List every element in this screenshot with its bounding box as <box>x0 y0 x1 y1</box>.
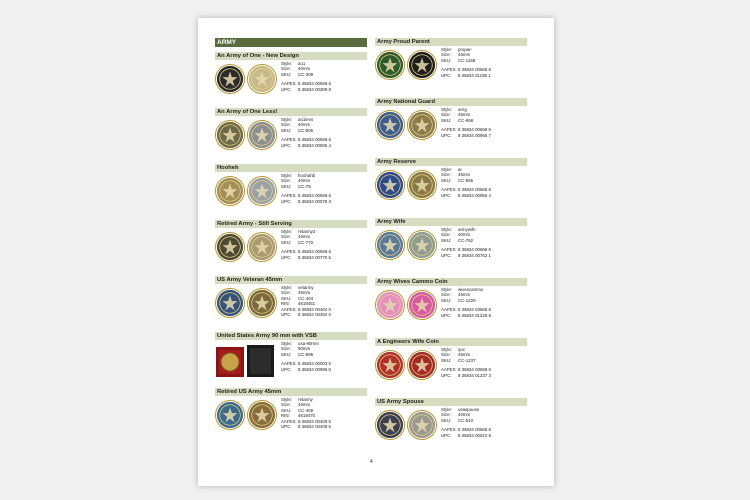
size-label: Size: <box>281 122 291 128</box>
size-label: Size: <box>281 402 291 408</box>
product-specs <box>281 285 331 317</box>
product-specs <box>441 407 491 438</box>
upc-label: UPC: <box>441 312 452 318</box>
coin-front-image <box>375 110 405 140</box>
product-title: Army Reserve <box>375 158 527 166</box>
aafes-value: 8 36834 00668 6 <box>458 67 491 73</box>
product-title: Retired Army - Still Serving <box>215 220 367 228</box>
product-entry <box>375 218 527 268</box>
rin-value: 4619470 <box>298 413 316 419</box>
aafes-value: 8 36834 00668 6 <box>458 127 491 133</box>
sku-label: SKU: <box>441 237 452 243</box>
upc-value: 8 36834 00955 7 <box>458 132 491 138</box>
sku-value: CC-505 <box>298 127 314 133</box>
product-specs <box>441 227 491 258</box>
sku-label: SKU: <box>281 183 292 189</box>
coin-front-image <box>215 120 245 150</box>
aafes-value: 8 36834 00668 6 <box>298 193 331 199</box>
product-entry <box>375 398 527 448</box>
upc-value: 8 36834 00309 8 <box>298 86 331 92</box>
coin-front-image <box>375 290 405 320</box>
sku-value: CC-956 <box>458 177 474 183</box>
upc-value: 8 36834 00505 4 <box>298 142 331 148</box>
upc-label: UPC: <box>281 424 292 430</box>
style-value: qoc <box>458 347 466 352</box>
upc-label: UPC: <box>441 252 452 258</box>
sku-value: CC-78 <box>298 183 311 189</box>
style-label: Style: <box>441 347 452 352</box>
product-title: Army National Guard <box>375 98 527 106</box>
style-value: armywife <box>458 227 476 232</box>
aafes-value: 8 36834 00668 6 <box>298 249 331 255</box>
size-label: Size: <box>441 232 451 238</box>
sku-value: CC-510 <box>458 417 474 423</box>
style-value: retarmy2 <box>298 229 316 234</box>
size-value: 45mm <box>298 290 311 296</box>
product-title: US Army Veteran 45mm <box>215 276 367 284</box>
size-label: Size: <box>441 352 451 358</box>
product-entry <box>375 158 527 208</box>
style-value: ao1 <box>298 61 306 66</box>
style-value: usaspouse <box>458 407 480 412</box>
size-label: Size: <box>441 52 451 58</box>
aafes-label: AAFES: <box>441 187 457 193</box>
upc-label: UPC: <box>281 198 292 204</box>
aafes-label: AAFES: <box>281 306 297 312</box>
size-value: 40mm <box>298 122 311 128</box>
sku-label: SKU: <box>281 71 292 77</box>
upc-value: 8 36834 00078 3 <box>298 198 331 204</box>
product-entry <box>215 164 367 214</box>
size-label: Size: <box>281 234 291 240</box>
size-value: 40mm <box>298 66 311 72</box>
sku-label: SKU: <box>441 297 452 303</box>
style-value: usa-90mm <box>298 341 319 346</box>
rin-label: RIN: <box>281 301 290 307</box>
product-entry <box>375 38 527 88</box>
product-specs <box>441 167 491 198</box>
product-specs <box>281 229 331 260</box>
sku-value: CC-762 <box>458 237 474 243</box>
aafes-value: 8 36834 00409 5 <box>298 418 331 424</box>
coin-back-image <box>407 350 437 380</box>
coin-case-image <box>215 343 275 379</box>
size-label: Size: <box>281 66 291 72</box>
coin-back-image <box>247 232 277 262</box>
left-column <box>215 38 370 430</box>
size-label: Size: <box>281 346 291 352</box>
size-value: 40mm <box>458 232 471 238</box>
size-label: Size: <box>441 292 451 298</box>
upc-label: UPC: <box>281 366 292 372</box>
sku-label: SKU: <box>281 239 292 245</box>
sku-label: SKU: <box>441 177 452 183</box>
aafes-label: AAFES: <box>281 193 297 199</box>
sku-label: SKU: <box>281 407 292 413</box>
sku-value: CC-309 <box>298 71 314 77</box>
coin-back-image <box>247 120 277 150</box>
size-value: 45mm <box>298 234 311 240</box>
product-entry <box>215 276 367 326</box>
aafes-label: AAFES: <box>441 247 457 253</box>
rin-value: 4619451 <box>298 301 316 307</box>
style-label: Style: <box>441 107 452 112</box>
style-label: Style: <box>281 397 292 402</box>
aafes-value: 8 36834 00668 6 <box>298 81 331 87</box>
product-title: An Army of One - New Design <box>215 52 367 60</box>
rin-label: RIN: <box>281 413 290 419</box>
upc-label: UPC: <box>281 142 292 148</box>
coin-front-image <box>215 400 245 430</box>
sku-value: CC-770 <box>298 239 314 245</box>
upc-label: UPC: <box>441 192 452 198</box>
product-entry <box>215 108 367 158</box>
coin-back-image <box>247 64 277 94</box>
style-value: ar <box>458 167 462 172</box>
aafes-value: 8 36834 03668 6 <box>458 367 491 373</box>
upc-value: 8 36834 01229 8 <box>458 312 491 318</box>
style-value: propar- <box>458 47 473 52</box>
aafes-label: AAFES: <box>281 249 297 255</box>
coin-back-image <box>407 110 437 140</box>
aafes-label: AAFES: <box>441 367 457 373</box>
product-specs <box>441 287 491 318</box>
sku-value: CC-996 <box>298 351 314 357</box>
coin-back-image <box>247 288 277 318</box>
coin-back-image <box>407 290 437 320</box>
product-title: Hooheh <box>215 164 367 172</box>
upc-value: 8 36834 01158 1 <box>458 72 491 78</box>
coin-back-image <box>407 410 437 440</box>
product-entry <box>215 388 367 438</box>
sku-value: CC-958 <box>458 117 474 123</box>
product-specs <box>281 117 331 148</box>
coin-front-image <box>215 64 245 94</box>
upc-label: UPC: <box>441 432 452 438</box>
product-title: An Army of One Less! <box>215 108 367 116</box>
aafes-value: 8 36834 00404 0 <box>298 306 331 312</box>
upc-label: UPC: <box>281 312 292 318</box>
product-title: Army Proud Parent <box>375 38 527 46</box>
style-label: Style: <box>281 285 292 290</box>
sku-value: CC-409 <box>298 407 314 413</box>
style-label: Style: <box>281 341 292 346</box>
upc-value: 8 36834 00762 1 <box>458 252 491 258</box>
product-entry <box>215 332 367 382</box>
style-label: Style: <box>441 167 452 172</box>
coin-front-image <box>375 170 405 200</box>
coin-front-image <box>215 232 245 262</box>
coin-back-image <box>407 170 437 200</box>
size-value: 45mm <box>458 352 471 358</box>
coin-front-image <box>215 288 245 318</box>
product-entry <box>215 52 367 102</box>
upc-value: 8 36834 00510 8 <box>458 432 491 438</box>
upc-label: UPC: <box>441 132 452 138</box>
product-entry <box>215 220 367 270</box>
aafes-value: 8 36834 00668 6 <box>458 247 491 253</box>
style-label: Style: <box>441 227 452 232</box>
aafes-value: 8 36834 00668 6 <box>298 137 331 143</box>
size-value: 40mm <box>458 412 471 418</box>
size-value: 45mm <box>298 402 311 408</box>
style-value: vetarmy <box>298 285 314 290</box>
size-label: Size: <box>441 112 451 118</box>
coin-back-image <box>407 50 437 80</box>
coin-front-image <box>375 350 405 380</box>
style-label: Style: <box>441 287 452 292</box>
style-label: Style: <box>281 173 292 178</box>
upc-label: UPC: <box>441 372 452 378</box>
sku-label: SKU: <box>441 357 452 363</box>
aafes-label: AAFES: <box>441 307 457 313</box>
product-specs <box>441 347 491 378</box>
coin-front-image <box>375 410 405 440</box>
product-entry <box>375 338 527 388</box>
product-specs <box>281 61 331 92</box>
coin-back-image <box>407 230 437 260</box>
style-label: Style: <box>441 407 452 412</box>
product-title: US Army Spouse <box>375 398 527 406</box>
product-specs <box>281 341 331 372</box>
product-specs <box>441 107 491 138</box>
size-label: Size: <box>441 412 451 418</box>
aafes-value: 8 36834 03668 6 <box>458 307 491 313</box>
style-label: Style: <box>441 47 452 52</box>
style-value: retarmy <box>298 397 313 402</box>
size-label: Size: <box>281 178 291 184</box>
sku-value: CC-404 <box>298 295 314 301</box>
size-value: 40mm <box>298 178 311 184</box>
coin-front-image <box>375 50 405 80</box>
section-header: ARMY <box>215 38 367 47</box>
product-title: Retired US Army 45mm <box>215 388 367 396</box>
catalog-page <box>198 18 554 486</box>
size-value: 90mm <box>298 346 311 352</box>
size-value: 45mm <box>458 52 471 58</box>
coin-front-image <box>215 176 245 206</box>
style-value: ao1less <box>298 117 314 122</box>
product-title: A Engineers Wife Coin <box>375 338 527 346</box>
style-label: Style: <box>281 61 292 66</box>
product-specs <box>281 173 331 204</box>
sku-value: CC-1158 <box>458 57 476 63</box>
upc-label: UPC: <box>281 86 292 92</box>
upc-value: 8 36834 00770 6 <box>298 254 331 260</box>
upc-label: UPC: <box>281 254 292 260</box>
upc-value: 8 36834 00956 4 <box>458 192 491 198</box>
sku-value: CC-1229 <box>458 297 476 303</box>
aafes-label: AAFES: <box>441 427 457 433</box>
upc-value: 8 36834 00404 0 <box>298 312 331 318</box>
upc-value: 8 36834 01237 3 <box>458 372 491 378</box>
product-specs <box>281 397 331 429</box>
upc-value: 8 36834 00409 5 <box>298 424 331 430</box>
aafes-label: AAFES: <box>281 81 297 87</box>
size-value: 45mm <box>458 172 471 178</box>
upc-label: UPC: <box>441 72 452 78</box>
coin-back-image <box>247 176 277 206</box>
size-value: 45mm <box>458 112 471 118</box>
style-label: Style: <box>281 117 292 122</box>
size-label: Size: <box>441 172 451 178</box>
aafes-value: 8 36834 00668 6 <box>458 427 491 433</box>
product-entry <box>375 98 527 148</box>
page-number: 4 <box>370 459 373 465</box>
aafes-label: AAFES: <box>281 361 297 367</box>
aafes-value: 8 36834 00668 6 <box>458 187 491 193</box>
sku-label: SKU: <box>281 351 292 357</box>
sku-label: SKU: <box>281 295 292 301</box>
aafes-label: AAFES: <box>441 127 457 133</box>
coin-front-image <box>375 230 405 260</box>
product-entry <box>375 278 527 328</box>
style-value: hoohahb <box>298 173 316 178</box>
style-value: wivescammo <box>458 287 484 292</box>
sku-label: SKU: <box>441 417 452 423</box>
aafes-label: AAFES: <box>281 137 297 143</box>
size-value: 45mm <box>458 292 471 298</box>
upc-value: 8 36834 00996 0 <box>298 366 331 372</box>
sku-value: CC-1237 <box>458 357 476 363</box>
style-label: Style: <box>281 229 292 234</box>
sku-label: SKU: <box>441 117 452 123</box>
style-value: arng <box>458 107 467 112</box>
product-title: Army Wives Cammo Coin <box>375 278 527 286</box>
coin-back-image <box>247 400 277 430</box>
sku-label: SKU: <box>441 57 452 63</box>
aafes-label: AAFES: <box>441 67 457 73</box>
aafes-label: AAFES: <box>281 418 297 424</box>
product-specs <box>441 47 491 78</box>
size-label: Size: <box>281 290 291 296</box>
product-title: Army Wife <box>375 218 527 226</box>
sku-label: SKU: <box>281 127 292 133</box>
aafes-value: 8 36834 00003 5 <box>298 361 331 367</box>
product-title: United States Army 90 mm with VSB <box>215 332 367 340</box>
